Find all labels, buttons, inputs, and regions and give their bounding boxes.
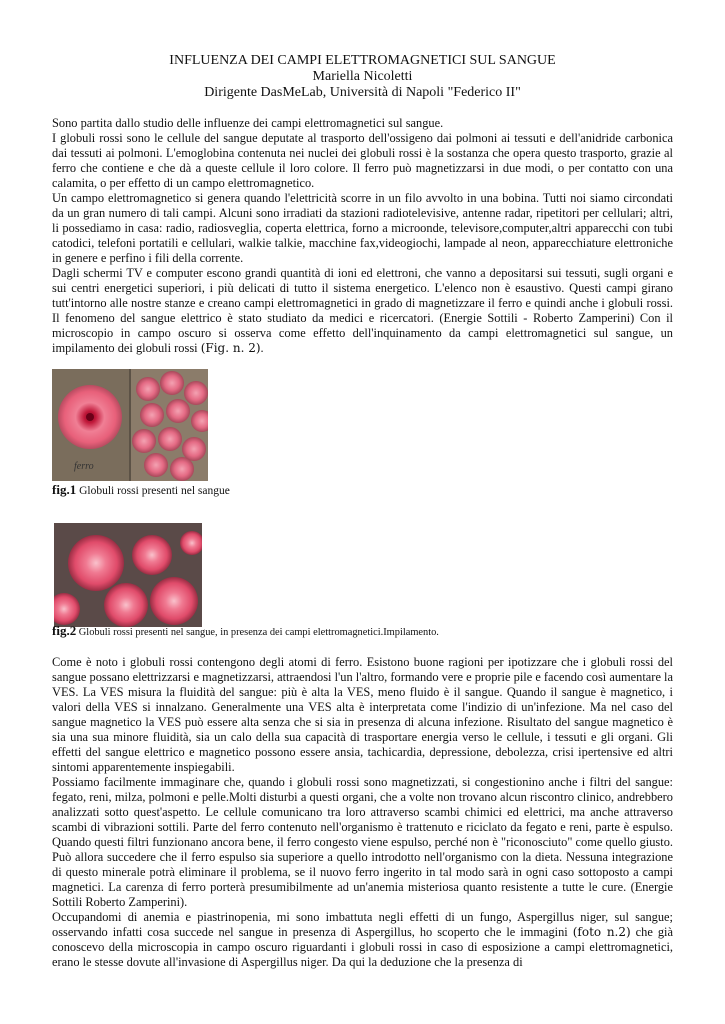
stacked-blood-cells-image <box>54 523 202 627</box>
document-header <box>0 53 725 101</box>
paragraph <box>52 910 673 970</box>
body-section <box>52 655 673 970</box>
caption-text: Globuli rossi presenti nel sangue <box>76 485 230 497</box>
intro-section <box>52 116 673 356</box>
paragraph-text: che già conoscevo della microscopia in campo oscuro riguardanti i globuli rossi in caso di esposizione a campi elettromagnetici, erano le stesse dovute all'invasione di Aspergillus niger. Da qui la deduzione che la presenza di <box>52 925 673 969</box>
document-title: INFLUENZA DEI CAMPI ELETTROMAGNETICI SUL SANGUE <box>169 53 556 68</box>
figure-1-caption <box>52 483 230 498</box>
author-name: Mariella Nicoletti <box>312 69 413 84</box>
paragraph: Sono partita dallo studio delle influenze dei campi elettromagnetici sul sangue. <box>52 116 444 130</box>
figure-label: fig.1 <box>52 482 77 497</box>
paragraph-text: Occupandomi di anemia e piastrinopenia, mi sono imbattuta negli effetti di un fungo, Aspergillus niger, sul sangue; osservando infatti cosa succede nel sangue in presenza di Aspergillus, ho scoperto che le immagini <box>52 910 673 939</box>
figure-2-image <box>54 523 202 627</box>
image-label-ferro: ferro <box>74 461 94 472</box>
figure-2-caption <box>52 624 439 640</box>
paragraph: Un campo elettromagnetico si genera quando l'elettricità scorre in un filo avvolto in una bobina. Tutti noi siamo circondati da un gran numero di tali campi. Alcuni sono irradiati da stazioni radiotelevisive, antenne radar, ripetitori per cellulari; altri, li possediamo in casa: radio, radiosveglia, coperta elettrica, forno a microonde, televisore,computer,altri apparecchi con tubi catodici, telefoni portatili e cellulari, walkie talkie, macchine fax,videogiochi, lampade al neon, apparecchiature elettroniche in genere e perfino i fili della corrente. <box>52 191 673 265</box>
paragraph: Come è noto i globuli rossi contengono degli atomi di ferro. Esistono buone ragioni per ipotizzare che i globuli rossi del sangue possano elettrizzarsi e magnetizzarsi, attraendosi l'un l'altro, formando vere e proprie pile e facendo così aumentare la VES. La VES misura la fluidità del sangue: più è alta la VES, meno fluido è il sangue. Quando il sangue è magnetico, i valori della VES si innalzano. Generalmente una VES alta è interpretata come l'indizio di un'infezione. Ma nel caso del sangue magnetico la VES può essere alta senza che si sia in presenza di alcuna infezione. Risultato del sangue magnetico è sia una sua minore fluidità, sia un calo della sua capacità di trasportare energia verso le cellule, i tessuti e gli organi. Gli effetti del sangue elettrico e magnetico possono essere ansia, tachicardia, depressione, debolezza, crisi ipertensive ed altri sintomi apparentemente inspiegabili. <box>52 655 673 774</box>
paragraph <box>52 266 673 356</box>
caption-text: Globuli rossi presenti nel sangue, in presenza dei campi elettromagnetici.Impilamento. <box>76 627 439 638</box>
figure-1-image <box>52 369 208 481</box>
paragraph-text: . <box>260 341 264 355</box>
figure-reference: (foto n.2) <box>572 925 631 939</box>
figure-reference: (Fig. n. 2) <box>200 341 261 355</box>
figure-label: fig.2 <box>52 623 77 638</box>
author-affiliation: Dirigente DasMeLab, Università di Napoli "Federico II" <box>204 85 521 100</box>
paragraph-text: Dagli schermi TV e computer escono grandi quantità di ioni ed elettroni, che vanno a depositarsi sui tessuti, sugli organi e sui centri energetici superiori, i più delicati di tutto il sistema energetico. L'elenco non è esaustivo. Questi campi girano tutt'intorno alle nostre stanze e creano campi elettromagnetici in grado di magnetizzare il ferro e quindi anche i globuli rossi. Il fenomeno del sangue elettrico è stato studiato da medici e ricercatori. (Energie Sottili - Roberto Zamperini) Con il microscopio in campo oscuro si osserva come effetto dell'inquinamento da campi elettromagnetici sul sangue, un impilamento dei globuli rossi <box>52 266 673 355</box>
paragraph: Possiamo facilmente immaginare che, quando i globuli rossi sono magnetizzati, si congestionino anche i filtri del sangue: fegato, reni, milza, polmoni e pelle.Molti disturbi a questi organi, che a volte non trovano alcun riscontro clinico, andrebbero analizzati sotto quest'aspetto. Le cellule comunicano tra loro attraverso scambi chimici ed elettrici, ma anche attraverso scambi di vibrazioni sottili. Parte del ferro contenuto nell'organismo è trattenuto e riciclato da fegato e reni, parte è espulso. Quando questi filtri funzionano ancora bene, il ferro congesto viene espulso, perché non è "riconosciuto" come quello giusto. Può allora succedere che il ferro espulso sia superiore a quello introdotto nell'organismo con la dieta. Nessuna integrazione di questo minerale potrà eliminare il problema, se il nuovo ferro ingerito in tal modo sarà in ogni caso sottoposto a campi magnetici. La carenza di ferro porterà presumibilmente ad un'anemia misteriosa quanto resistente a tutte le cure. (Energie Sottili Roberto Zamperini). <box>52 775 673 909</box>
paragraph: I globuli rossi sono le cellule del sangue deputate al trasporto dell'ossigeno dai polmoni ai tessuti e dell'anidride carbonica dai tessuti ai polmoni. L'emoglobina contenuta nei nuclei dei globuli rossi è la sostanza che opera questo trasporto, grazie al ferro che contiene e che dà a queste cellule il loro colore. Il ferro può magnetizzarsi in due modi, o per contatto con una calamita, o per effetto di un campo elettromagnetico. <box>52 131 673 190</box>
